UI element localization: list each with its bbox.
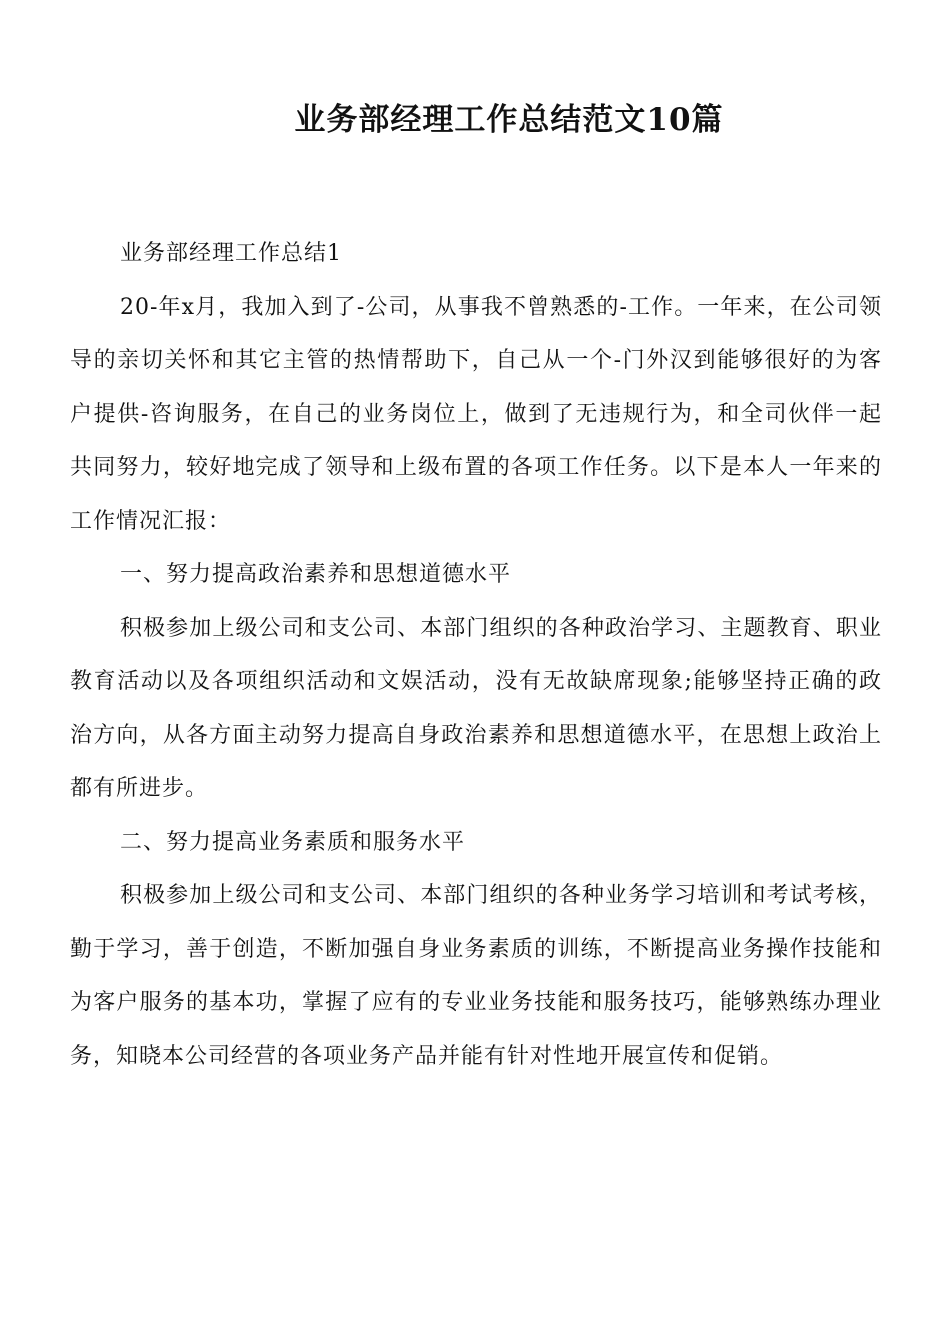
paragraph: 积极参加上级公司和支公司、本部门组织的各种业务学习培训和考试考核，勤于学习，善于创造，不断加强自身业务素质的训练，不断提高业务操作技能和为客户服务的基本功，掌握了应有的专业业务技能和服务技巧，能够熟练办理业务，知晓本公司经营的各项业务产品并能有针对性地开展宣传和促销。 [70,883,882,1069]
document-body [70,227,882,1083]
paragraph: 积极参加上级公司和支公司、本部门组织的各种政治学习、主题教育、职业教育活动以及各项组织活动和文娱活动，没有无故缺席现象;能够坚持正确的政治方向，从各方面主动努力提高自身政治素养和思想道德水平，在思想上政治上都有所进步。 [70,615,882,801]
section-heading: 二、努力提高业务素质和服务水平 [120,829,466,855]
document-title: 业务部经理工作总结范文10篇 [294,102,724,138]
section-heading: 一、努力提高政治素养和思想道德水平 [120,562,512,587]
section-heading: 业务部经理工作总结1 [120,241,342,266]
paragraph: 20-年x月，我加入到了-公司，从事我不曾熟悉的-工作。一年来，在公司领导的亲切关怀和其它主管的热情帮助下，自己从一个-门外汉到能够很好的为客户提供-咨询服务，在自己的业务岗位上，做到了无违规行为，和全司伙伴一起共同努力，较好地完成了领导和上级布置的各项工作任务。以下是本人一年来的工作情况汇报： [70,294,882,534]
